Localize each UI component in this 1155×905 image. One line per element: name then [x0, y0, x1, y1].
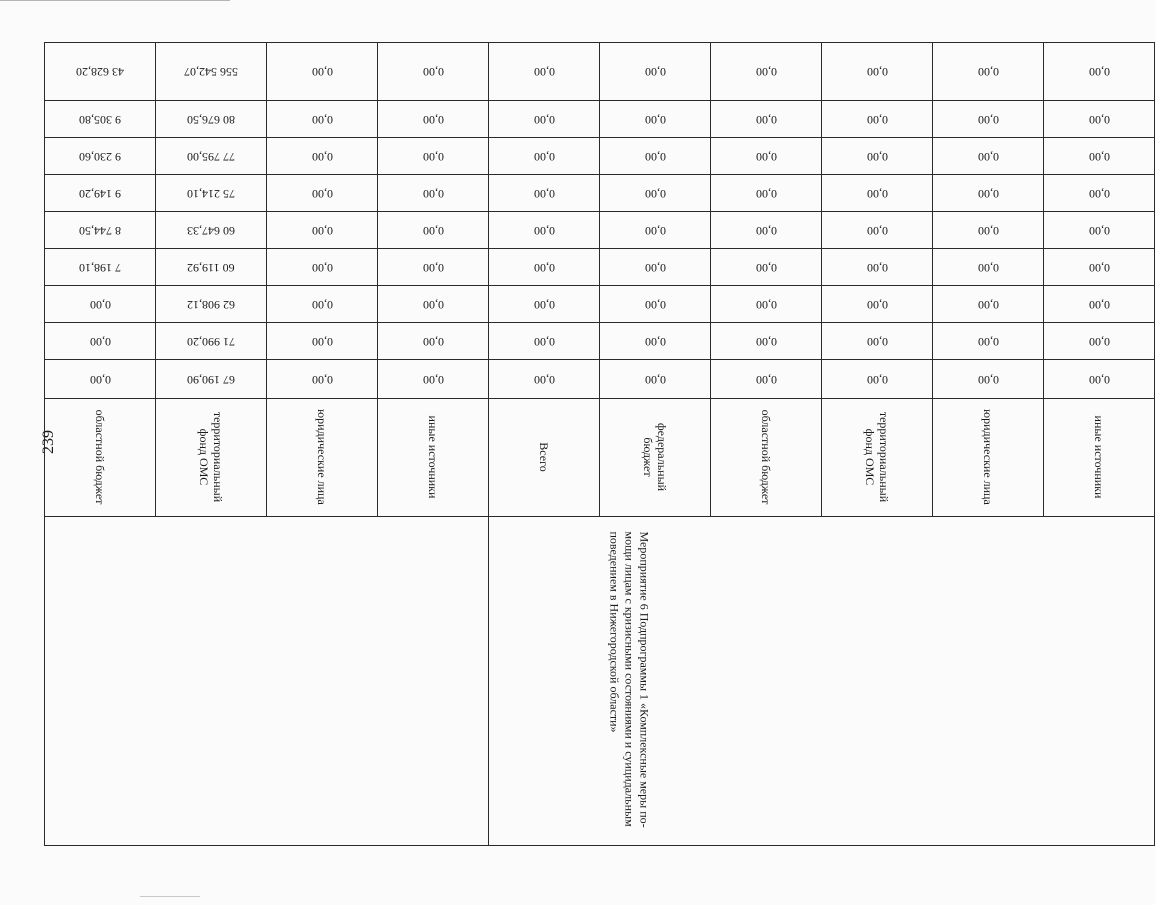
table-row [45, 138, 1155, 175]
table-cell: 7 198,10 [45, 249, 156, 286]
table-row [45, 175, 1155, 212]
table-cell: 0,00 [600, 175, 711, 212]
table-cell: 0,00 [378, 249, 489, 286]
table-cell: 60 119,92 [156, 249, 267, 286]
table-row [45, 399, 1155, 517]
row-label: территориальный фонд ОМС [822, 399, 933, 517]
table-cell: 0,00 [267, 101, 378, 138]
table-cell: 0,00 [489, 249, 600, 286]
table-cell: 0,00 [489, 43, 600, 101]
table-cell: 0,00 [711, 249, 822, 286]
row-label: федеральный бюджет [600, 399, 711, 517]
table-cell: 0,00 [378, 138, 489, 175]
table-row [45, 517, 1155, 846]
table-cell: 0,00 [822, 175, 933, 212]
table-cell: 0,00 [933, 212, 1044, 249]
row-label: Всего [489, 399, 600, 517]
row-label: иные источники [1044, 399, 1155, 517]
table-cell: 0,00 [933, 138, 1044, 175]
table-cell: 0,00 [378, 212, 489, 249]
table-cell: 0,00 [600, 101, 711, 138]
table-cell: 71 990,20 [156, 323, 267, 360]
table-cell: 0,00 [600, 43, 711, 101]
table-cell: 0,00 [489, 101, 600, 138]
table-cell: 0,00 [822, 138, 933, 175]
table-cell: 43 628,20 [45, 43, 156, 101]
table-cell: 0,00 [1044, 249, 1155, 286]
table-row [45, 286, 1155, 323]
table-row [45, 43, 1155, 101]
table-cell: 0,00 [378, 360, 489, 399]
table-cell: 0,00 [822, 323, 933, 360]
table-cell: 0,00 [933, 175, 1044, 212]
table-cell: 0,00 [378, 101, 489, 138]
table-cell: 0,00 [933, 360, 1044, 399]
table-cell: 0,00 [1044, 212, 1155, 249]
table-cell: 0,00 [600, 286, 711, 323]
table-cell: 0,00 [45, 323, 156, 360]
row-label: юридические лица [267, 399, 378, 517]
table-cell: 0,00 [267, 360, 378, 399]
table-cell: 0,00 [711, 101, 822, 138]
table-cell: 62 908,12 [156, 286, 267, 323]
table-cell: 0,00 [267, 138, 378, 175]
table-cell: 0,00 [489, 175, 600, 212]
table-cell: 0,00 [711, 138, 822, 175]
table-cell: 0,00 [378, 43, 489, 101]
table-cell: 0,00 [1044, 43, 1155, 101]
row-label: юридические лица [933, 399, 1044, 517]
table-cell: 0,00 [933, 43, 1044, 101]
table-cell: 0,00 [489, 360, 600, 399]
table-row [45, 101, 1155, 138]
table-row [45, 323, 1155, 360]
table-cell: 0,00 [933, 323, 1044, 360]
table-cell: 77 795,00 [156, 138, 267, 175]
table-cell: 0,00 [933, 249, 1044, 286]
scan-artifact [140, 896, 200, 901]
table-cell: 0,00 [489, 323, 600, 360]
measure-description: Мероприятие 6 Подпрограммы 1 «Комплексные меры по-мощи лицам с кризисными состояниями и суицидальным поведением в Нижегородской области» [607, 531, 652, 828]
row-label: территориальный фонд ОМС [156, 399, 267, 517]
table-row [45, 212, 1155, 249]
table-cell: 0,00 [1044, 101, 1155, 138]
table-cell: 0,00 [711, 175, 822, 212]
table-cell: 0,00 [45, 360, 156, 399]
table-cell: 75 214,10 [156, 175, 267, 212]
table-cell: 0,00 [267, 249, 378, 286]
table-cell: 9 149,20 [45, 175, 156, 212]
table-cell: 0,00 [711, 43, 822, 101]
table-cell: 0,00 [822, 212, 933, 249]
table-cell: 0,00 [489, 138, 600, 175]
table-cell: 8 744,50 [45, 212, 156, 249]
row-label: областной бюджет [45, 399, 156, 517]
table-cell: 0,00 [1044, 360, 1155, 399]
table-cell: 0,00 [933, 286, 1044, 323]
table-cell: 0,00 [933, 101, 1044, 138]
table-cell: 0,00 [1044, 175, 1155, 212]
measure-description-cell [489, 517, 1155, 846]
table-cell: 0,00 [1044, 323, 1155, 360]
table-cell: 60 647,33 [156, 212, 267, 249]
table-cell: 0,00 [1044, 286, 1155, 323]
table-row [45, 249, 1155, 286]
table-cell: 0,00 [378, 175, 489, 212]
table-cell: 0,00 [378, 286, 489, 323]
empty-merged-cell [45, 517, 489, 846]
table-cell: 0,00 [267, 286, 378, 323]
table-cell: 0,00 [822, 360, 933, 399]
row-label: областной бюджет [711, 399, 822, 517]
table-cell: 0,00 [489, 286, 600, 323]
table-cell: 9 230,60 [45, 138, 156, 175]
funding-table [44, 42, 1155, 846]
table-cell: 80 676,50 [156, 101, 267, 138]
top-rule [0, 0, 230, 3]
table-cell: 0,00 [600, 212, 711, 249]
table-cell: 0,00 [267, 212, 378, 249]
table-cell: 67 190,90 [156, 360, 267, 399]
table-cell: 0,00 [711, 323, 822, 360]
table-cell: 0,00 [378, 323, 489, 360]
table-cell: 0,00 [711, 212, 822, 249]
table-cell: 0,00 [267, 175, 378, 212]
table-cell: 0,00 [267, 323, 378, 360]
table-cell: 0,00 [45, 286, 156, 323]
table-row [45, 360, 1155, 399]
table-cell: 0,00 [822, 249, 933, 286]
table-cell: 0,00 [267, 43, 378, 101]
table-cell: 0,00 [822, 101, 933, 138]
table-cell: 0,00 [600, 360, 711, 399]
table-cell: 0,00 [489, 212, 600, 249]
table-cell: 0,00 [1044, 138, 1155, 175]
table-cell: 0,00 [822, 286, 933, 323]
page-number: 239 [40, 430, 57, 454]
table-cell: 0,00 [600, 249, 711, 286]
table-cell: 556 542,07 [156, 43, 267, 101]
row-label: иные источники [378, 399, 489, 517]
table-cell: 0,00 [600, 138, 711, 175]
table-cell: 0,00 [711, 286, 822, 323]
table-cell: 0,00 [600, 323, 711, 360]
table-cell: 0,00 [711, 360, 822, 399]
table-cell: 0,00 [822, 43, 933, 101]
table-cell: 9 305,80 [45, 101, 156, 138]
